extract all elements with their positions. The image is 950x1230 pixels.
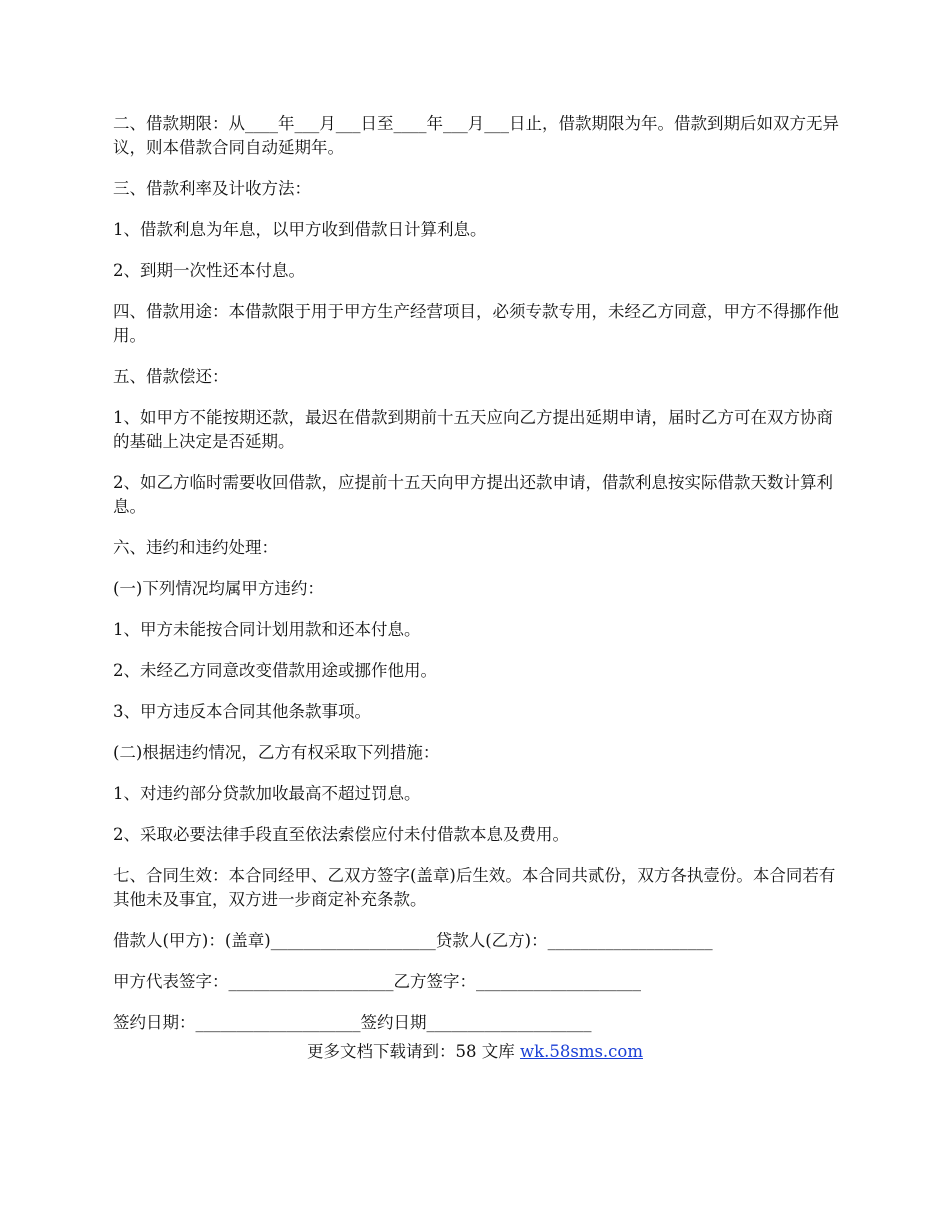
- signature-line-parties: 借款人(甲方)：(盖章)____________________贷款人(乙方)：____________________: [113, 931, 713, 950]
- clause-loan-term: 二、借款期限：从____年___月___日至____年___月___日止，借款期限为年。借款到期后如双方无异议，则本借款合同自动延期年。: [113, 114, 839, 157]
- clause-default-item-1: 1、甲方未能按合同计划用款和还本付息。: [113, 620, 421, 639]
- clause-default-subheading-1: (一)下列情况均属甲方违约：: [113, 579, 324, 598]
- clause-interest-item-2: 2、到期一次性还本付息。: [113, 261, 305, 280]
- clause-repayment-heading: 五、借款偿还：: [113, 367, 229, 386]
- document-body: [113, 112, 843, 1052]
- clause-default-item-2: 2、未经乙方同意改变借款用途或挪作他用。: [113, 661, 437, 680]
- clause-interest-heading: 三、借款利率及计收方法：: [113, 179, 311, 198]
- clause-default-heading: 六、违约和违约处理：: [113, 538, 278, 557]
- signature-line-representatives: 甲方代表签字：____________________乙方签字：____________________: [113, 972, 641, 991]
- footer-text: 更多文档下载请到：58 文库: [306, 1042, 520, 1061]
- signature-line-dates: 签约日期：____________________签约日期____________________: [113, 1013, 592, 1032]
- clause-interest-item-1: 1、借款利息为年息，以甲方收到借款日计算利息。: [113, 220, 487, 239]
- clause-effectiveness: 七、合同生效：本合同经甲、乙双方签字(盖章)后生效。本合同共贰份，双方各执壹份。本合同若有其他未及事宜，双方进一步商定补充条款。: [113, 866, 836, 909]
- clause-repayment-item-2: 2、如乙方临时需要收回借款，应提前十五天向甲方提出还款申请，借款利息按实际借款天数计算利息。: [113, 473, 833, 516]
- clause-default-subheading-2: (二)根据违约情况，乙方有权采取下列措施：: [113, 743, 440, 762]
- footer-link[interactable]: wk.58sms.com: [519, 1042, 643, 1061]
- clause-measure-item-2: 2、采取必要法律手段直至依法索偿应付未付借款本息及费用。: [113, 825, 569, 844]
- clause-loan-purpose: 四、借款用途：本借款限于用于甲方生产经营项目，必须专款专用，未经乙方同意，甲方不得挪作他用。: [113, 302, 839, 345]
- clause-default-item-3: 3、甲方违反本合同其他条款事项。: [113, 702, 371, 721]
- clause-measure-item-1: 1、对违约部分贷款加收最高不超过罚息。: [113, 784, 421, 803]
- clause-repayment-item-1: 1、如甲方不能按期还款，最迟在借款到期前十五天应向乙方提出延期申请，届时乙方可在双方协商的基础上决定是否延期。: [113, 408, 833, 451]
- footer: [0, 1040, 950, 1064]
